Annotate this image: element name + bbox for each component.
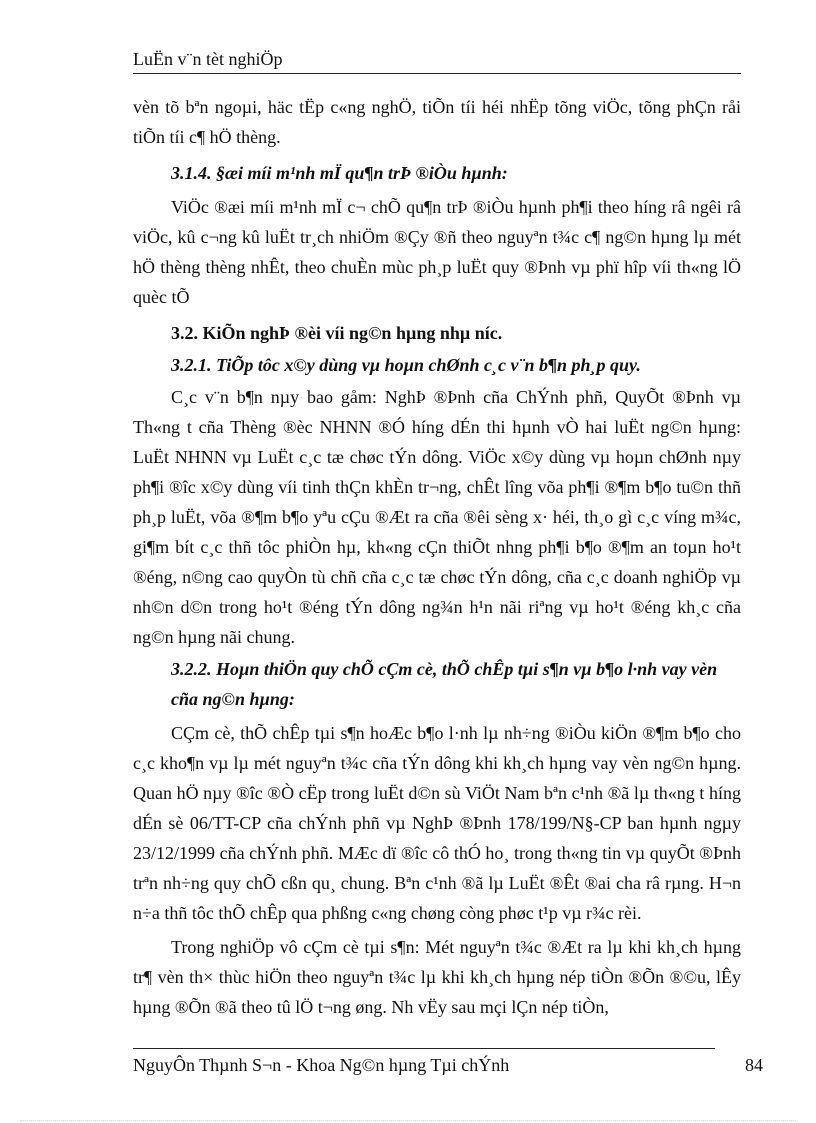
header-title: LuËn v¨n tèt nghiÖp: [133, 49, 283, 69]
paragraph-intro: vèn tõ bªn ngoµi, häc tËp c«ng nghÖ, tiÕn tíi héi nhËp tõng viÖc, tõng phÇn råi tiÕn tíi c¶ hÖ thèng.: [133, 97, 741, 147]
footer-author: NguyÔn Thµnh S¬n - Khoa Ng©n hµng Tµi chÝnh: [133, 1055, 510, 1075]
heading-3-2-2: 3.2.2. Hoµn thiÖn quy chÕ cÇm cè, thÕ chÊp tµi s¶n vµ b¶o l·nh vay vèn cña ng©n hµng:: [171, 659, 718, 709]
page-number: 84: [745, 1055, 763, 1075]
page-footer: [133, 1054, 763, 1076]
paragraph-pledge: Trong nghiÖp vô cÇm cè tµi s¶n: Mét nguyªn t¾c ®Æt ra lµ khi kh¸ch hµng tr¶ vèn th× thùc hiÖn theo nguyªn t¾c lµ khi kh¸ch hµng nép tiÒn ®Õn ®©u, lÊy hµng ®Õn ®ã theo tû lÖ t¬ng øng. Nh vËy sau mçi lÇn nép tiÒn,: [133, 937, 741, 1017]
page-header: [133, 48, 741, 74]
paragraph-reform: ViÖc ®æi míi m¹nh mÏ c¬ chÕ qu¶n trÞ ®iÒu hµnh ph¶i theo híng râ ngêi râ viÖc, kû c¬ng kû luËt tr¸ch nhiÖm ®Çy ®ñ theo nguyªn t¾c c¶ ng©n hµng lµ mét hÖ thèng thèng nhÊt, theo chuÈn mùc ph¸p luËt quy ®Þnh vµ phï hîp víi th«ng lÖ quèc tÕ: [133, 197, 741, 307]
paragraph-collateral: CÇm cè, thÕ chÊp tµi s¶n hoÆc b¶o l·nh lµ nh÷ng ®iÒu kiÖn ®¶m b¶o cho c¸c kho¶n vµ lµ mét nguyªn t¾c cña tÝn dông khi kh¸ch hµng vay vèn ng©n hµng. Quan hÖ nµy ®îc ®Ò cËp trong luËt d©n sù ViÖt Nam bªn c¹nh ®ã lµ th«ng t híng dÉn sè 06/TT-CP cña chÝnh phñ vµ NghÞ ®Þnh 178/199/N§-CP ban hµnh ngµy 23/12/1999 cña chÝnh phñ. MÆc dï ®îc cô thÓ ho¸ trong th«ng tin vµ quyÕt ®Þnh trªn nh÷ng quy chÕ cßn qu¸ chung. Bªn c¹nh ®ã lµ LuËt ®Êt ®ai cha râ rµng. H¬n n÷a thñ tôc thÕ chÊp qua phßng c«ng chøng còng phøc t¹p vµ r¾c rèi.: [133, 723, 741, 923]
paragraph-legal-documents: C¸c v¨n b¶n nµy bao gåm: NghÞ ®Þnh cña ChÝnh phñ, QuyÕt ®Þnh vµ Th«ng t cña Thèng ®èc NHNN ®Ó híng dÉn thi hµnh vÒ hai luËt ng©n hµng: LuËt NHNN vµ LuËt c¸c tæ chøc tÝn dông. ViÖc x©y dùng vµ hoµn chØnh nµy ph¶i ®îc x©y dùng víi tinh thÇn khÈn tr¬ng, chÊt lîng võa ph¶i ®¶m b¶o tu©n thñ ph¸p luËt, võa ®¶m b¶o yªu cÇu ®Æt ra cña ®êi sèng x· héi, th¸o gì c¸c víng m¾c, gi¶m bít c¸c thñ tôc phiÒn hµ, kh«ng cÇn thiÕt nhng ph¶i b¶o ®¶m an toµn ho¹t ®éng, n©ng cao quyÒn tù chñ cña c¸c tæ chøc tÝn dông, cña c¸c doanh nghiÖp vµ nh©n d©n trong ho¹t ®éng tÝn dông ng¾n h¹n nãi riªng vµ ho¹t ®éng kh¸c cña ng©n hµng nãi chung.: [133, 387, 741, 647]
heading-3-2-1: 3.2.1. TiÕp tôc x©y dùng vµ hoµn chØnh c¸c v¨n b¶n ph¸p quy.: [171, 355, 641, 375]
document-body: [133, 92, 741, 1022]
footer-divider: [133, 1048, 715, 1049]
page-edge-divider: [20, 1120, 796, 1121]
heading-3-1-4: 3.1.4. §æi míi m¹nh mÏ qu¶n trÞ ®iÒu hµnh:: [171, 163, 508, 183]
heading-3-2: 3.2. KiÕn nghÞ ®èi víi ng©n hµng nhµ níc.: [171, 323, 503, 343]
